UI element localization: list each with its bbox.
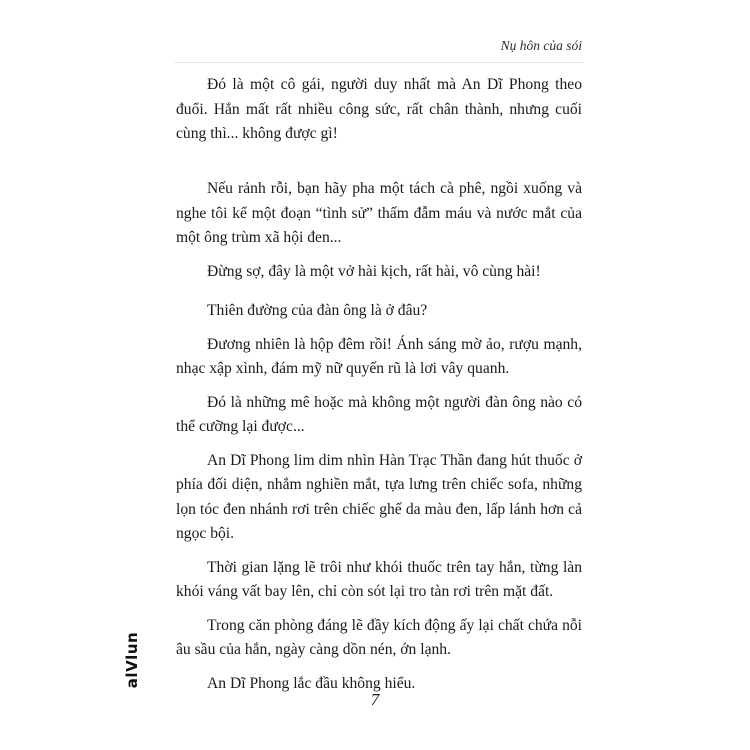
page-number: 7	[370, 690, 380, 709]
text-section-2	[176, 177, 582, 284]
paragraph: Thời gian lặng lẽ trôi như khói thuốc trên tay hắn, từng làn khói váng vất bay lên, chỉ còn sót lại tro tàn rơi trên mặt đất.	[176, 558, 582, 600]
paragraph: An Dĩ Phong lắc đầu không hiểu.	[207, 674, 416, 692]
text-section-3	[176, 299, 582, 696]
paragraph: Đó là một cô gái, người duy nhất mà An Dĩ Phong theo đuổi. Hắn mất rất nhiều công sức, rất chân thành, nhưng cuối cùng thì... không được gì!	[176, 76, 582, 142]
paragraph: Đừng sợ, đây là một vở hài kịch, rất hài, vô cùng hài!	[207, 262, 541, 280]
text-section-1	[176, 73, 582, 147]
paragraph: Đương nhiên là hộp đêm rồi! Ánh sáng mờ ảo, rượu mạnh, nhạc xập xình, đám mỹ nữ quyến rũ là lơi vây quanh.	[176, 335, 582, 377]
header-rule	[174, 62, 584, 63]
paragraph: Đó là những mê hoặc mà không một người đàn ông nào có thể cưỡng lại được...	[176, 393, 582, 435]
paragraph: Nếu rảnh rỗi, bạn hãy pha một tách cà phê, ngồi xuống và nghe tôi kể một đoạn “tình sử” thấm đẫm máu và nước mắt của một ông trùm xã hội đen...	[176, 180, 582, 246]
paragraph: Thiên đường của đàn ông là ở đâu?	[207, 302, 428, 319]
paragraph: An Dĩ Phong lim dim nhìn Hàn Trạc Thần đang hút thuốc ở phía đối diện, nhắm nghiền mắt, tựa lưng trên chiếc sofa, những lọn tóc đen nhánh rơi trên chiếc ghế da màu đen, lấp lánh hơn cả ngọc bội.	[176, 451, 582, 542]
publisher-logo-wordmark: alVlun	[123, 631, 141, 689]
publisher-logo-icon	[112, 631, 152, 689]
running-header-title: Nụ hôn của sói	[500, 38, 582, 53]
paragraph: Trong căn phòng đáng lẽ đầy kích động ấy lại chất chứa nỗi âu sầu của hắn, ngày càng dồn nén, ớn lạnh.	[176, 616, 582, 658]
